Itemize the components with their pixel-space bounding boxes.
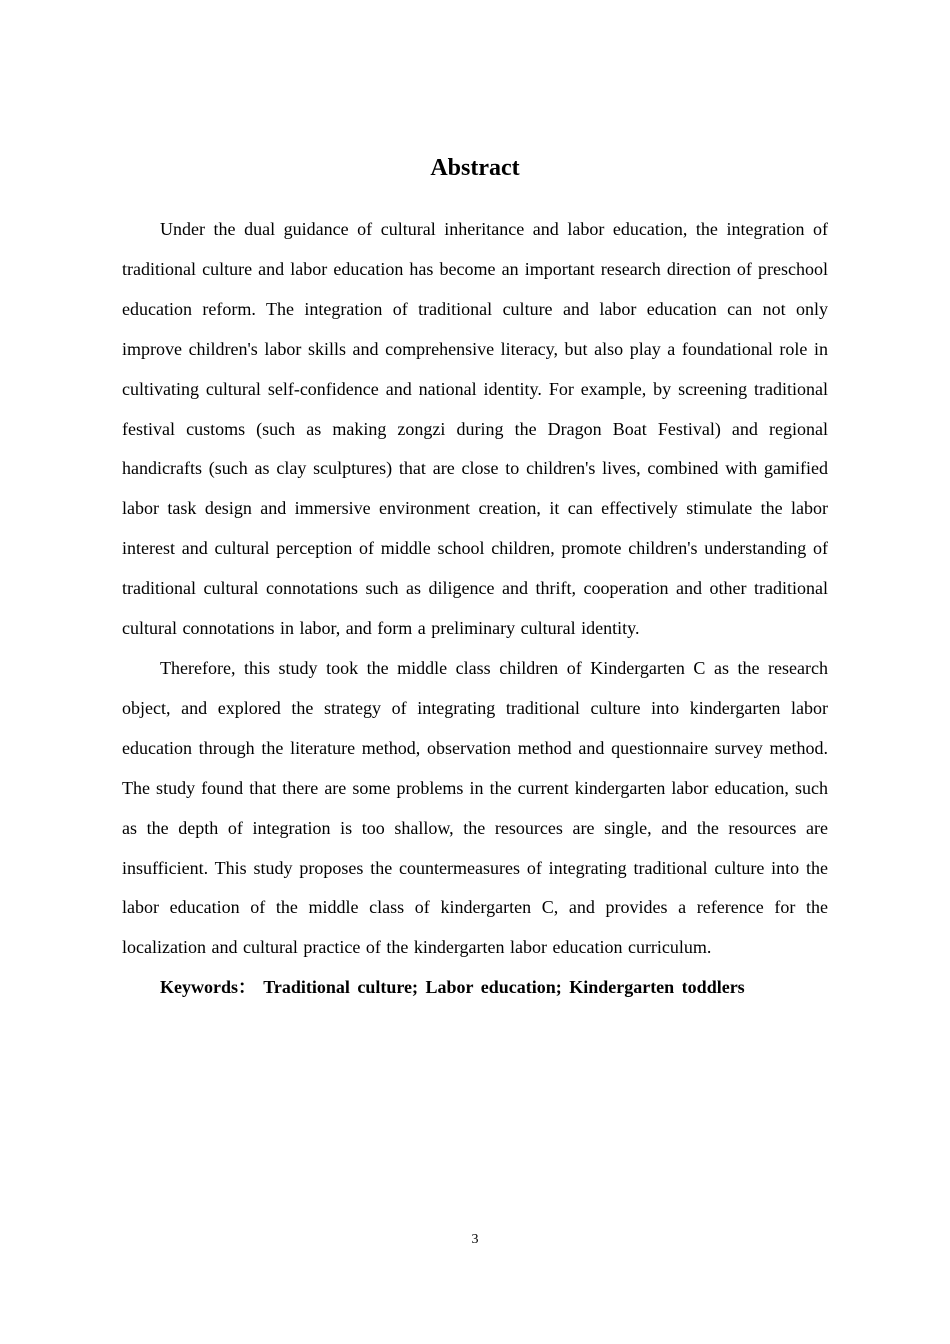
keywords-text: Traditional culture; Labor education; Kindergarten toddlers — [263, 977, 745, 998]
abstract-body — [122, 210, 828, 1008]
keywords-label: Keywords： — [160, 977, 256, 998]
keywords-line — [122, 968, 828, 1008]
abstract-paragraph-2: Therefore, this study took the middle class children of Kindergarten C as the research object, and explored the strategy of integrating traditional culture into kindergarten labor education through the literature method, observation method and questionnaire survey method. The study found that there are some problems in the current kindergarten labor education, such as the depth of integration is too shallow, the resources are single, and the resources are insufficient. This study proposes the countermeasures of integrating traditional culture into the labor education of the middle class of kindergarten C, and provides a reference for the localization and cultural practice of the kindergarten labor education curriculum. — [122, 657, 828, 958]
page-title: Abstract — [430, 155, 520, 181]
page-number: 3 — [471, 1232, 479, 1247]
abstract-paragraph-1: Under the dual guidance of cultural inheritance and labor education, the integration of traditional culture and labor education has become an important research direction of preschool education reform. The integration of traditional culture and labor education can not only improve children's labor skills and comprehensive literacy, but also play a foundational role in cultivating cultural self-confidence and national identity. For example, by screening traditional festival customs (such as making zongzi during the Dragon Boat Festival) and regional handicrafts (such as clay sculptures) that are close to children's lives, combined with gamified labor task design and immersive environment creation, it can effectively stimulate the labor interest and cultural perception of middle school children, promote children's understanding of traditional cultural connotations such as diligence and thrift, cooperation and other traditional cultural connotations in labor, and form a preliminary cultural identity. — [122, 219, 828, 639]
